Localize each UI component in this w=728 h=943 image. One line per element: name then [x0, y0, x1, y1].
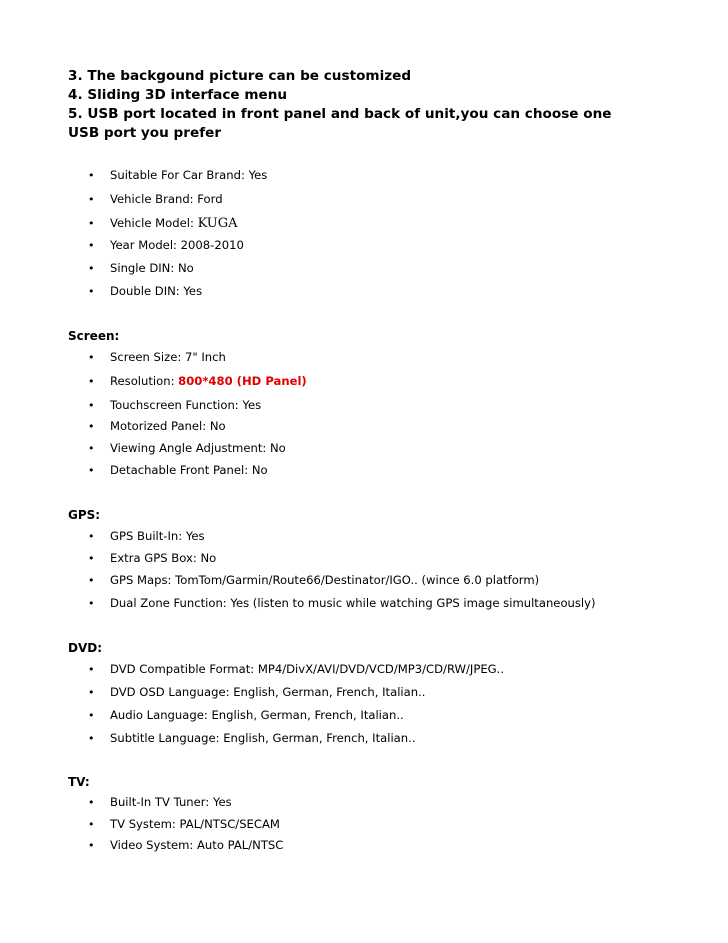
item-label: TV System: [110, 817, 180, 831]
item-value: No [251, 463, 268, 477]
bullet-icon: • [88, 375, 95, 388]
item-value: Yes (listen to music while watching GPS image simultaneously) [230, 596, 596, 610]
item-value: 800*480 (HD Panel) [178, 374, 307, 388]
item-value: No [200, 551, 217, 565]
item-label: Double DIN: [110, 284, 184, 298]
item-label: DVD Compatible Format: [110, 662, 258, 676]
list-item-viewing-angle [88, 439, 286, 457]
bullet-icon: • [88, 193, 95, 206]
list-item-audio-language [88, 706, 404, 724]
item-value: No [269, 441, 286, 455]
item-label: Year Model: [110, 238, 181, 252]
item-label: DVD OSD Language: [110, 685, 234, 699]
bullet-icon: • [88, 351, 95, 364]
intro-line-1: 3. The backgound picture can be customized [68, 68, 412, 84]
list-item-motorized-panel [88, 417, 226, 435]
bullet-icon: • [88, 839, 95, 852]
item-value: Yes [242, 398, 262, 412]
item-value: Yes [212, 795, 232, 809]
item-label: Audio Language: [110, 708, 212, 722]
item-value: 2008-2010 [180, 238, 244, 252]
item-label: Extra GPS Box: [110, 551, 201, 565]
item-value: TomTom/Garmin/Route66/Destinator/IGO.. (wince 6.0 platform) [175, 573, 540, 587]
list-item-screen-size [88, 348, 226, 366]
item-value: Yes [183, 284, 203, 298]
bullet-icon: • [88, 597, 95, 610]
bullet-icon: • [88, 686, 95, 699]
list-item-detachable-panel [88, 461, 268, 479]
list-item-vehicle-brand [88, 190, 223, 208]
bullet-icon: • [88, 442, 95, 455]
item-value: No [209, 419, 226, 433]
item-label: Suitable For Car Brand: [110, 168, 249, 182]
bullet-icon: • [88, 574, 95, 587]
list-item-dvd-format [88, 660, 504, 678]
section-title-screen: Screen: [68, 329, 120, 343]
intro-feature-list [68, 67, 708, 143]
item-label: Subtitle Language: [110, 731, 224, 745]
item-value: Yes [248, 168, 268, 182]
bullet-icon: • [88, 399, 95, 412]
item-label: Built-In TV Tuner: [110, 795, 213, 809]
list-item-video-system [88, 836, 283, 854]
item-label: Screen Size: [110, 350, 185, 364]
item-value: No [177, 261, 194, 275]
list-item-extra-gps-box [88, 549, 216, 567]
list-item-resolution [88, 372, 307, 390]
item-value: English, German, French, Italian.. [223, 731, 416, 745]
intro-line-3: 5. USB port located in front panel and back of unit,you can choose one [68, 106, 612, 122]
list-item-dual-zone [88, 594, 596, 612]
bullet-icon: • [88, 663, 95, 676]
bullet-icon: • [88, 530, 95, 543]
item-value: 7" Inch [184, 350, 226, 364]
item-label: Vehicle Model: [110, 216, 198, 230]
bullet-icon: • [88, 552, 95, 565]
item-value: MP4/DivX/AVI/DVD/VCD/MP3/CD/RW/JPEG.. [257, 662, 505, 676]
item-label: Touchscreen Function: [110, 398, 243, 412]
bullet-icon: • [88, 169, 95, 182]
bullet-icon: • [88, 818, 95, 831]
item-label: Video System: [110, 838, 197, 852]
list-item-single-din [88, 259, 194, 277]
item-value: KUGA [197, 216, 238, 231]
intro-line-2: 4. Sliding 3D interface menu [68, 87, 288, 103]
item-value: Auto PAL/NTSC [197, 838, 284, 852]
item-value: English, German, French, Italian.. [233, 685, 426, 699]
item-label: Resolution: [110, 374, 179, 388]
item-label: Single DIN: [110, 261, 178, 275]
list-item-gps-built-in [88, 527, 205, 545]
list-item-vehicle-model [88, 214, 238, 232]
list-item-dvd-osd-language [88, 683, 425, 701]
list-item-subtitle-language [88, 729, 416, 747]
bullet-icon: • [88, 796, 95, 809]
list-item-double-din [88, 282, 202, 300]
item-value: Ford [197, 192, 223, 206]
bullet-icon: • [88, 464, 95, 477]
section-title-tv: TV: [68, 775, 90, 789]
list-item-tv-tuner [88, 793, 232, 811]
intro-line-4: USB port you prefer [68, 125, 222, 141]
item-label: GPS Maps: [110, 573, 176, 587]
item-label: GPS Built-In: [110, 529, 186, 543]
item-value: English, German, French, Italian.. [211, 708, 404, 722]
item-label: Dual Zone Function: [110, 596, 231, 610]
list-item-gps-maps [88, 571, 539, 589]
item-label: Detachable Front Panel: [110, 463, 252, 477]
list-item-car-brand [88, 166, 267, 184]
list-item-touchscreen [88, 396, 261, 414]
bullet-icon: • [88, 732, 95, 745]
bullet-icon: • [88, 420, 95, 433]
item-label: Motorized Panel: [110, 419, 210, 433]
section-title-dvd: DVD: [68, 641, 103, 655]
item-value: PAL/NTSC/SECAM [179, 817, 280, 831]
bullet-icon: • [88, 239, 95, 252]
bullet-icon: • [88, 285, 95, 298]
bullet-icon: • [88, 709, 95, 722]
section-title-gps: GPS: [68, 508, 101, 522]
bullet-icon: • [88, 217, 95, 230]
bullet-icon: • [88, 262, 95, 275]
item-value: Yes [185, 529, 205, 543]
list-item-tv-system [88, 815, 280, 833]
item-label: Viewing Angle Adjustment: [110, 441, 270, 455]
list-item-year-model [88, 236, 244, 254]
item-label: Vehicle Brand: [110, 192, 198, 206]
